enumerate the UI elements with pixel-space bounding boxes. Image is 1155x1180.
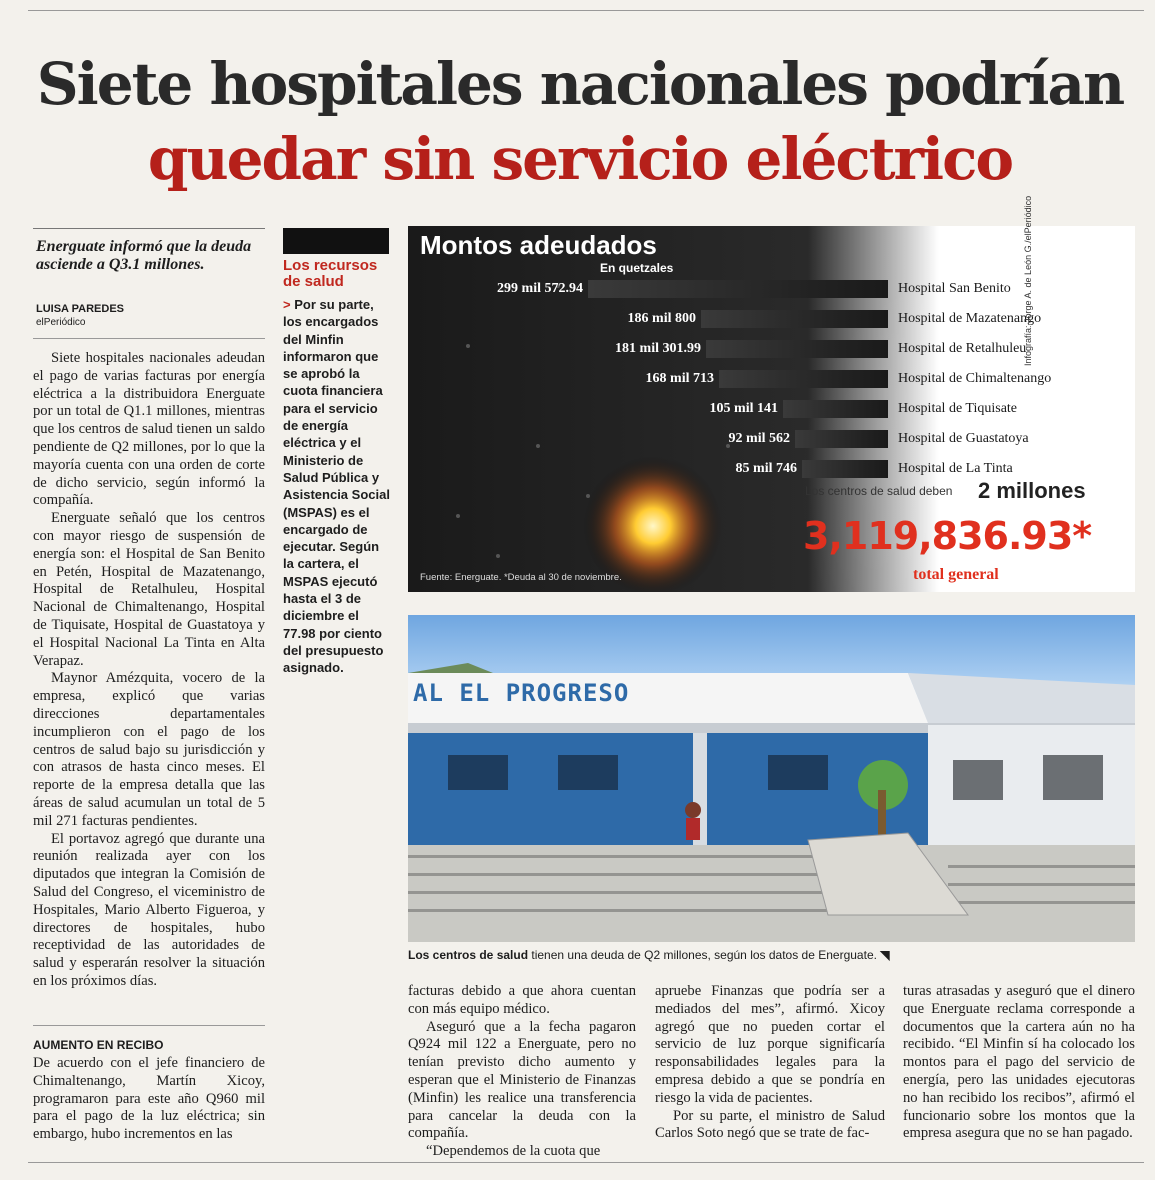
article-column-3 <box>903 983 1135 1143</box>
bar <box>706 340 888 358</box>
hospital-name: Hospital de Guastatoya <box>898 431 1029 446</box>
hospital-name: Hospital de Chimaltenango <box>898 371 1052 386</box>
caption-bold: Los centros de salud <box>408 948 529 962</box>
lead-paragraph: El portavoz agregó que durante una reunión realizada ayer con los diputados que integran la Comisión de Salud del Congreso, el viceministro de Hospitales, Mario Alberto Figueroa, y directores de hospitales, hubo receptividad de las autoridades de salud y esperarán resolver la situación en los próximos días. <box>33 830 265 989</box>
section-rule <box>33 1025 265 1026</box>
lead-paragraph: Siete hospitales nacionales adeudan el pago de varias facturas por energía eléctrica a la distribuidora Energuate por un total de Q1.1 millones, mientras que los centros de salud tienen un saldo pendiente de Q2 millones, por lo que la mayoría cuenta con una orden de corte de dicho servicio, según informó la compañía. <box>33 350 265 509</box>
hospital-name: Hospital de La Tinta <box>898 461 1013 476</box>
caption-text: tienen una deuda de Q2 millones, según los datos de Energuate. <box>528 948 877 962</box>
sidebar-title: Los recursos de salud <box>283 257 378 290</box>
sidebar-body <box>283 296 393 677</box>
article-column-2 <box>655 983 885 1143</box>
bar <box>802 460 888 478</box>
total-amount: 3,119,836.93* <box>803 514 1092 558</box>
lead-paragraph: Energuate señaló que los centros con mayor riesgo de suspensión de energía son: el Hospital de San Benito en Petén, Hospital de Mazatenango, Hospital de Retalhuleu, Hospital Nacional de Chimaltenango, Hospital de Tiquisate, Hospital de Guastatoya y el Hospital Nacional La Tinta en Alta Verapaz. <box>33 510 265 669</box>
sidebar-marker: > <box>283 297 291 312</box>
lead-body <box>33 350 265 991</box>
bar-value-label: 168 mil 713 <box>645 371 714 386</box>
hospital-name: Hospital de Retalhuleu <box>898 341 1027 356</box>
headline-line-2: quedar sin servicio eléctrico <box>147 125 1013 193</box>
lead-subtitle: Energuate informó que la deuda asciende a Q3.1 millones. <box>36 238 252 273</box>
hospital-name: Hospital de Mazatenango <box>898 311 1042 326</box>
hospital-name: Hospital de Tiquisate <box>898 401 1018 416</box>
hospital-name: Hospital San Benito <box>898 281 1011 296</box>
bar <box>795 430 888 448</box>
end-mark-icon: ◥ <box>880 948 890 962</box>
bottom-rule <box>28 1162 1144 1163</box>
health-centers-prefix: Los centros de salud deben <box>805 484 953 498</box>
sidebar-black-bar <box>283 228 389 254</box>
bar-value-label: 105 mil 141 <box>709 401 778 416</box>
column-paragraph: Aseguró que a la fecha pagaron Q924 mil 122 a Energuate, pero no tenían previsto dicho aumento y esperan que el Ministerio de Finanzas (Minfin) les realice una transferencia para cancelar la deuda con la compañía. <box>408 1018 636 1142</box>
photo-caption <box>408 948 1135 962</box>
bar-value-label: 299 mil 572.94 <box>497 281 583 296</box>
sidebar-text: Por su parte, los encargados del Minfin informaron que se aprobó la cuota financiera para el servicio de energía eléctrica y el Ministerio de Salud Pública y Asistencia Social (MSPAS) es el encargado de ejecutar. Según la cartera, el MSPAS ejecutó hasta el 3 de diciembre el 77.98 por ciento del presupuesto asignado. <box>283 297 390 676</box>
bar <box>783 400 888 418</box>
bar-value-label: 92 mil 562 <box>728 431 790 446</box>
health-centers-amount: 2 millones <box>978 478 1086 503</box>
building-sign: AL EL PROGRESO <box>413 679 630 707</box>
bar <box>719 370 888 388</box>
lead-rule <box>33 228 265 229</box>
bar-value-label: 186 mil 800 <box>627 311 696 326</box>
bar <box>701 310 888 328</box>
infographic-subtitle: En quetzales <box>600 261 674 275</box>
column-paragraph: Por su parte, el ministro de Salud Carlos Soto negó que se trate de fac- <box>655 1107 885 1142</box>
total-label: total general <box>913 566 999 583</box>
lead-paragraph: Maynor Amézquita, vocero de la empresa, explicó que varias direcciones departamentales incumplieron con el pago de los centros de salud bajo su jurisdicción y con atrasos de hasta cinco meses. El reporte de la empresa detalla que las áreas de salud acumulan un total de 5 mil 271 facturas pendientes. <box>33 670 265 829</box>
bar <box>588 280 888 298</box>
author: LUISA PAREDES <box>36 303 125 315</box>
infographic-title: Montos adeudados <box>420 230 657 260</box>
bar-value-label: 85 mil 746 <box>735 461 797 476</box>
section-paragraph: De acuerdo con el jefe financiero de Chimaltenango, Martín Xicoy, programaron para este año Q960 mil para el pago de la luz eléctrica; sin embargo, hubo incrementos en las <box>33 1055 265 1143</box>
top-rule <box>28 10 1144 11</box>
article-column-1 <box>408 983 636 1161</box>
headline-line-1: Siete hospitales nacionales podrían <box>36 50 1124 118</box>
lead-divider <box>33 338 265 339</box>
infographic-footnote: Fuente: Energuate. *Deuda al 30 de noviembre. <box>420 572 622 583</box>
infographic <box>408 195 1135 592</box>
column-paragraph: “Dependemos de la cuota que <box>426 1143 601 1160</box>
column-paragraph: facturas debido a que ahora cuentan con más equipo médico. <box>408 983 636 1017</box>
section-body <box>33 1055 265 1144</box>
infographic-credit: Infografía: Jorge A. de León G./elPeriódico <box>1023 195 1033 366</box>
column-paragraph: turas atrasadas y aseguró que el dinero que Energuate reclama corresponde a documentos que la cartera aún no ha recibido. “El Minfin sí ha colocado los montos para el pago del servicio de energía, pero las unidades ejecutoras no han recibido los recibos”, afirmó el funcionario sobre los montos que la empresa asegura que no se han pagado. <box>903 983 1135 1142</box>
bar-value-label: 181 mil 301.99 <box>615 341 701 356</box>
hospital-photo <box>408 615 1135 942</box>
section-head: AUMENTO EN RECIBO <box>33 1038 164 1052</box>
source: elPeriódico <box>36 317 86 328</box>
photo-scene <box>408 615 1135 942</box>
column-paragraph: apruebe Finanzas que podría ser a mediados del mes”, afirmó. Xicoy agregó que no pueden cortar el servicio de luz porque significaría responsabilidades legales para la empresa debido a que se pondría en riesgo la vida de pacientes. <box>655 983 885 1106</box>
